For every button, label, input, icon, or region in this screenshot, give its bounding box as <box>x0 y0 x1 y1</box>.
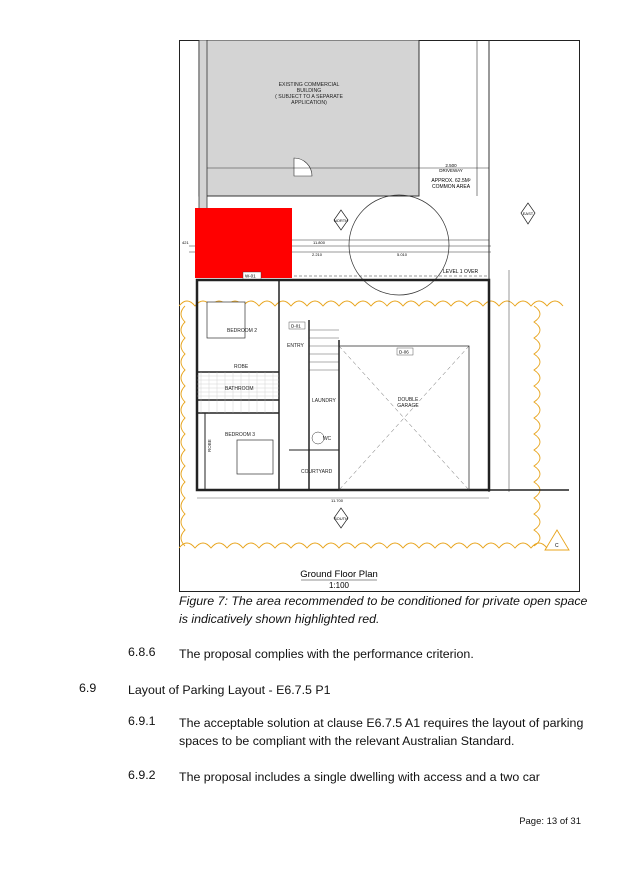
south-label: SOUTH <box>334 516 348 521</box>
bed-3 <box>237 440 273 474</box>
building-label-2: BUILDING <box>296 88 322 94</box>
section-text-6-9-1: The acceptable solution at clause E6.7.5 A1 requires the layout of parking spaces to be compliant with the relevant Australian Standard. <box>179 716 584 748</box>
room-garage-2: GARAGE <box>397 403 419 409</box>
section-number-6-8-6: 6.8.6 <box>128 645 156 659</box>
window-tag: W-01 <box>245 273 256 279</box>
section-number-6-9: 6.9 <box>79 681 97 695</box>
room-courtyard: COURTYARD <box>301 469 333 475</box>
room-bathroom: BATHROOM <box>225 386 254 392</box>
section-heading-6-9: Layout of Parking Layout - E6.7.5 P1 <box>128 683 331 697</box>
hedge-right <box>534 306 540 546</box>
stairs <box>309 330 339 370</box>
dim-b: 5.010 <box>397 252 408 257</box>
hedge-bottom <box>179 543 547 548</box>
page-number: Page: 13 of 31 <box>519 816 581 827</box>
section-number-6-9-1: 6.9.1 <box>128 714 156 728</box>
room-bedroom-3: BEDROOM 3 <box>225 432 256 438</box>
section-number-6-9-2: 6.9.2 <box>128 768 156 782</box>
dim-c: 421 <box>182 240 189 245</box>
highlighted-open-space <box>195 208 292 278</box>
room-garage-1: DOUBLE <box>397 397 419 403</box>
plan-scale: 1:100 <box>328 581 350 590</box>
east-marker <box>521 203 535 224</box>
bathroom-tiles <box>197 372 279 413</box>
building-label-1: EXISTING COMMERCIAL <box>278 82 340 88</box>
figure-caption: Figure 7: The area recommended to be conditioned for private open space is indicatively shown highlighted red. <box>179 594 588 626</box>
room-bedroom-2: BEDROOM 2 <box>227 328 258 334</box>
section-text-6-8-6: The proposal complies with the performance criterion. <box>179 647 474 661</box>
common-area-label-1: APPROX. 62.5M² <box>431 178 471 184</box>
room-robe-top: ROBE <box>234 364 249 370</box>
level-over-label: LEVEL 1 OVER <box>443 269 479 275</box>
building-label-4: APPLICATION) <box>291 100 327 106</box>
plan-title: Ground Floor Plan <box>300 569 378 580</box>
dim-top: 11.800 <box>313 240 325 245</box>
c-mark: C <box>555 543 559 549</box>
room-wc: WC <box>322 436 332 442</box>
room-laundry: LAUNDRY <box>312 398 336 404</box>
north-label: NORTH <box>333 218 349 223</box>
hedge-left <box>181 306 185 546</box>
door-tag-d01: D-01 <box>291 323 301 329</box>
south-marker <box>334 508 348 528</box>
room-entry: ENTRY <box>287 343 304 349</box>
dim-bottom: 11.700 <box>331 498 343 503</box>
driveway-dim: 2.500 <box>445 163 457 168</box>
common-area-label-2: COMMON AREA <box>431 184 471 190</box>
room-robe-side: ROBE <box>207 439 212 452</box>
east-label: EAST <box>522 211 534 216</box>
section-text-6-9-2: The proposal includes a single dwelling with access and a two car <box>179 770 540 784</box>
building-label-3: ( SUBJECT TO A SEPARATE <box>275 94 343 100</box>
driveway-label: DRIVEWAY <box>439 168 463 173</box>
north-marker <box>334 210 348 230</box>
door-tag-d06: D-06 <box>399 349 409 355</box>
dim-a: 2.210 <box>312 252 323 257</box>
ground-floor-plan-drawing <box>179 40 580 592</box>
